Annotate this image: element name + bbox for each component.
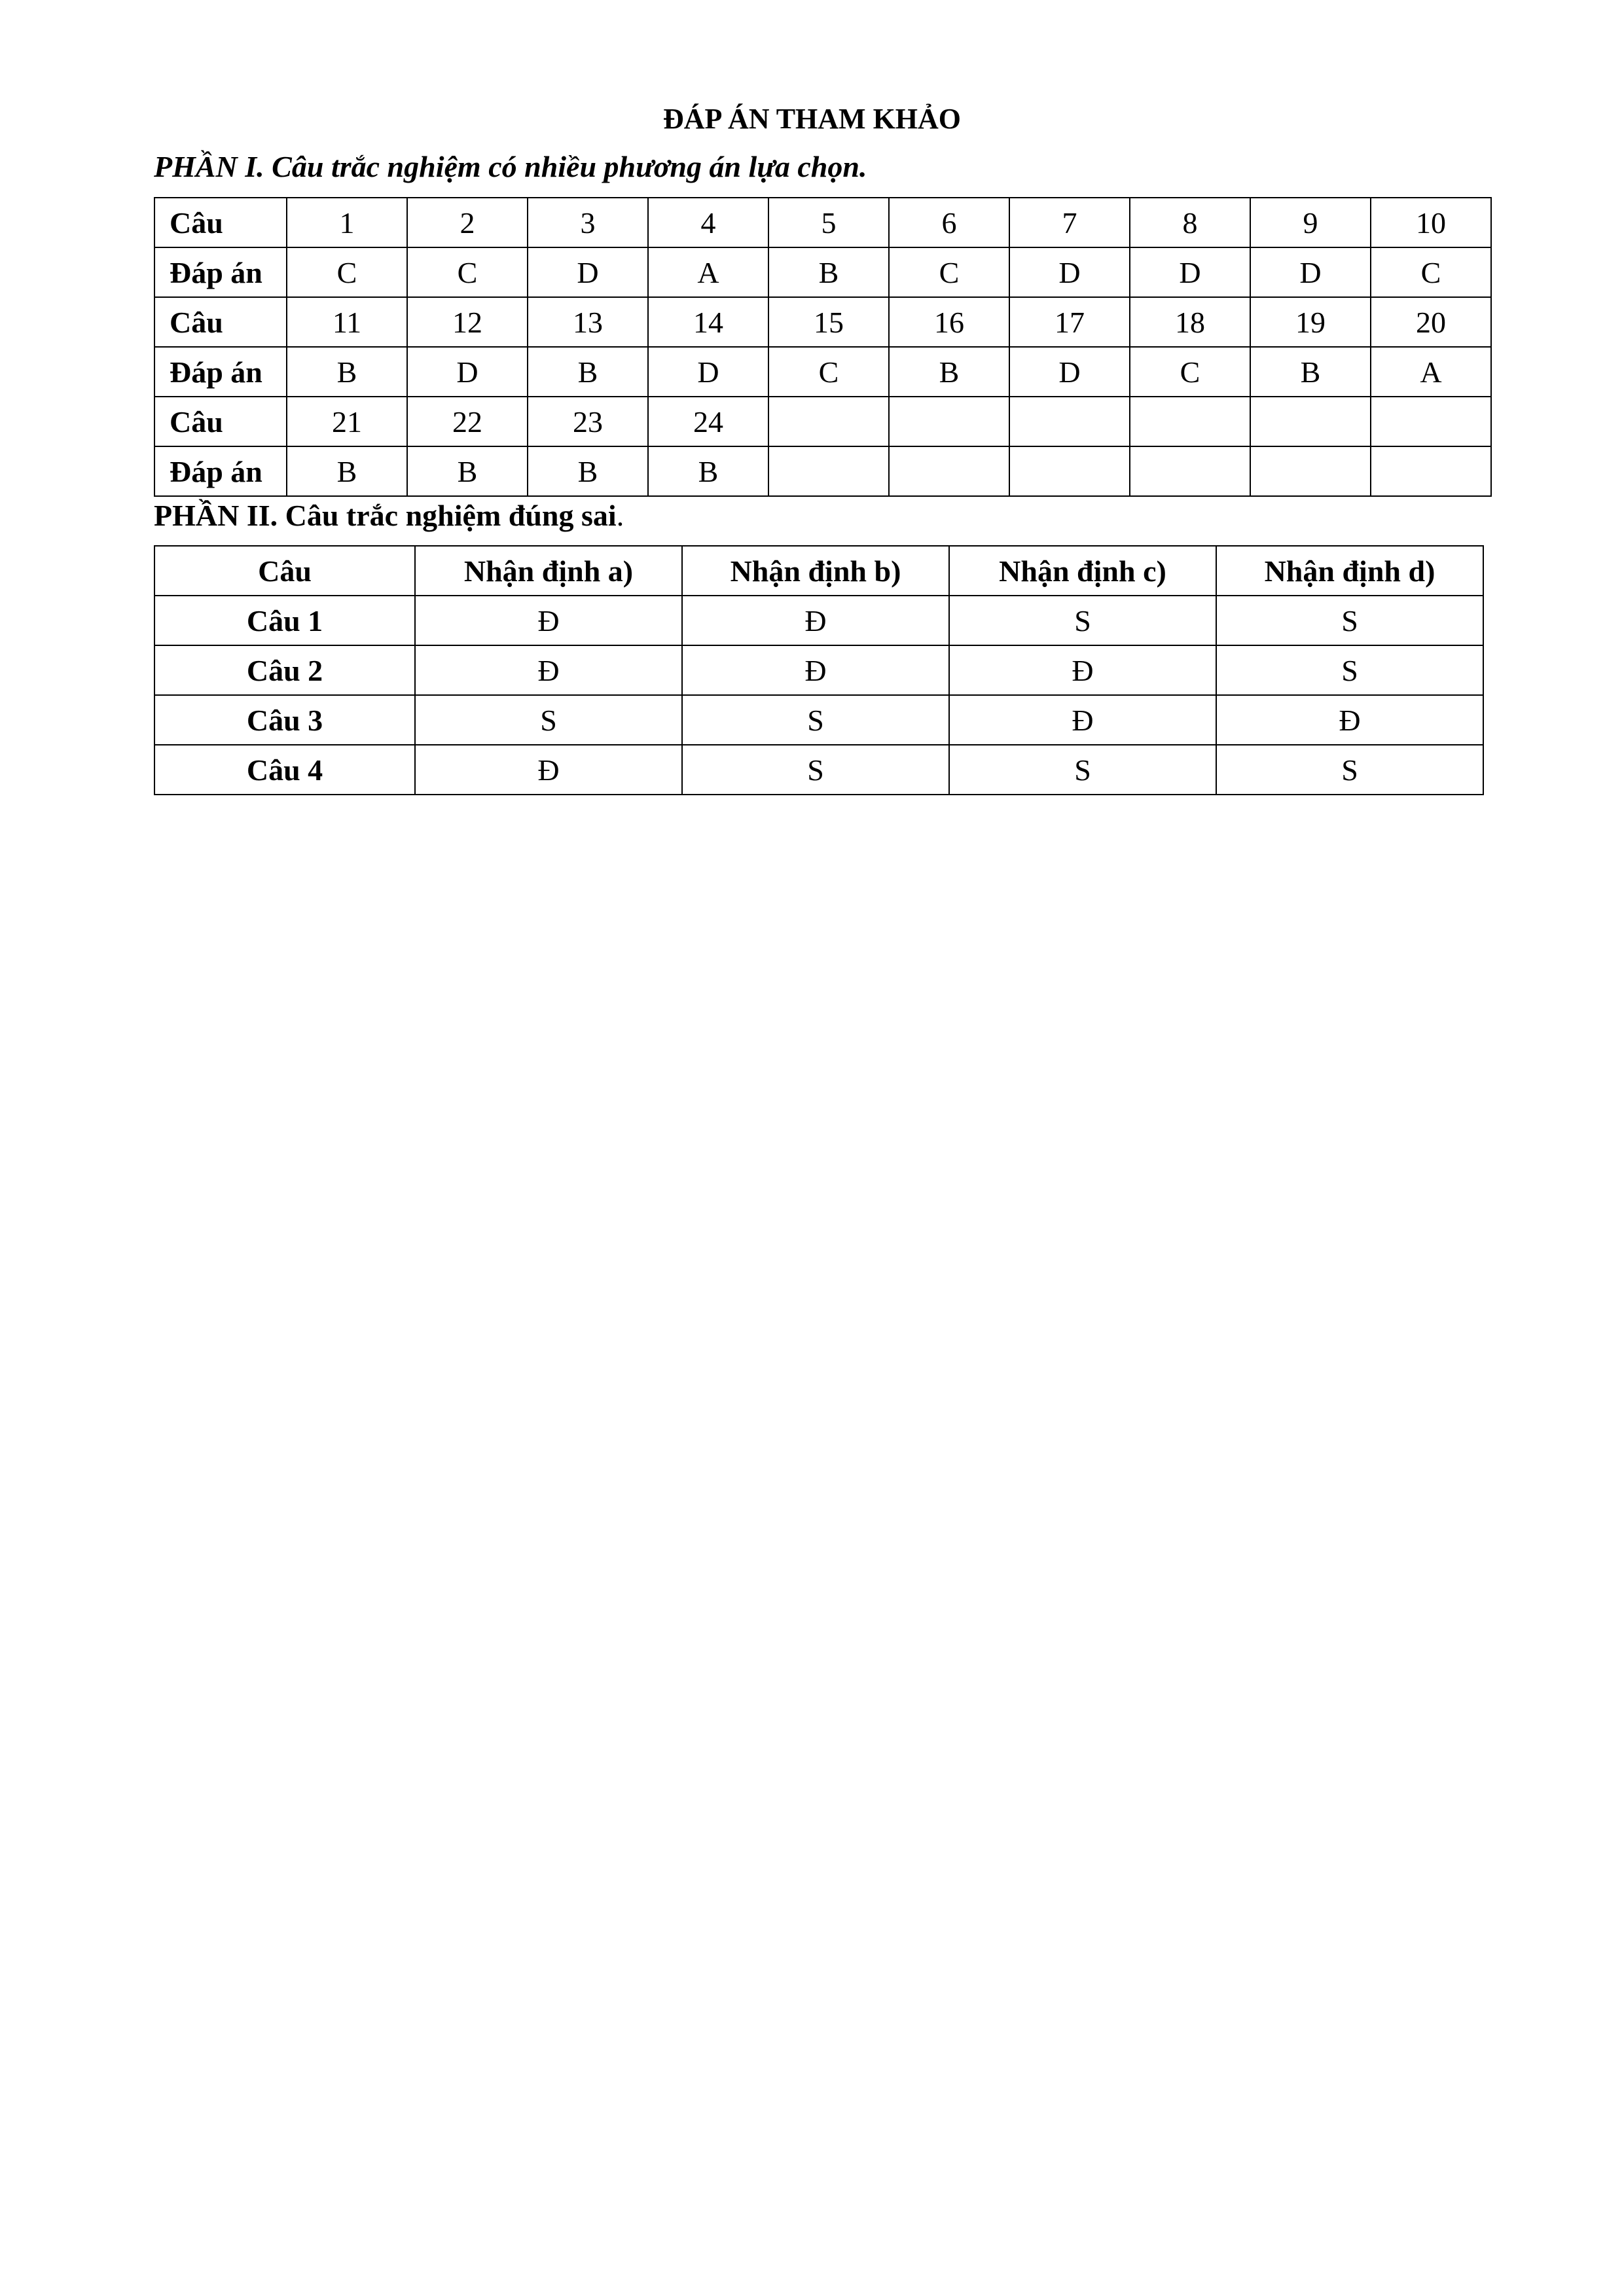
question-number-cell: 18 [1130,297,1250,347]
question-number-cell: 9 [1250,198,1371,247]
question-number-cell: 13 [528,297,648,347]
column-header: Nhận định c) [949,546,1216,596]
answer-cell [1371,446,1491,496]
column-header: Câu [154,546,415,596]
true-false-cell: Đ [1216,695,1483,745]
question-number-cell [1130,397,1250,446]
answer-cell: B [528,347,648,397]
true-false-cell: Đ [415,596,682,645]
answer-cell [768,446,889,496]
question-row-label: Câu [154,397,287,446]
answer-cell: B [768,247,889,297]
question-number-cell: 7 [1009,198,1130,247]
question-number-cell: 23 [528,397,648,446]
question-number-cell: 12 [407,297,528,347]
question-row-label: Câu [154,297,287,347]
question-row-label: Câu [154,198,287,247]
answer-cell: B [1250,347,1371,397]
answer-cell: B [528,446,648,496]
question-number-cell: 2 [407,198,528,247]
answer-cell: B [889,347,1009,397]
question-number-cell: 15 [768,297,889,347]
answer-cell: B [287,446,407,496]
question-number-cell: 10 [1371,198,1491,247]
table-row [154,596,1483,645]
question-label-cell: Câu 1 [154,596,415,645]
true-false-cell: S [682,745,949,795]
answer-row-label: Đáp án [154,347,287,397]
true-false-cell: S [1216,745,1483,795]
answer-cell: C [287,247,407,297]
true-false-cell: S [949,745,1216,795]
question-number-cell: 24 [648,397,768,446]
true-false-cell: S [1216,596,1483,645]
question-number-row [154,297,1491,347]
question-number-cell [768,397,889,446]
question-number-cell: 20 [1371,297,1491,347]
page-title: ĐÁP ÁN THAM KHẢO [662,103,962,135]
question-number-cell: 11 [287,297,407,347]
question-number-cell: 4 [648,198,768,247]
answer-row [154,446,1491,496]
question-number-cell: 3 [528,198,648,247]
true-false-cell: Đ [415,745,682,795]
question-label-cell: Câu 4 [154,745,415,795]
answer-cell: C [768,347,889,397]
answer-cell [889,446,1009,496]
answer-cell: D [1130,247,1250,297]
true-false-answer-table [154,545,1484,795]
header-row [154,546,1483,596]
answer-cell: D [407,347,528,397]
question-number-row [154,198,1491,247]
question-number-cell [1009,397,1130,446]
answer-row-label: Đáp án [154,446,287,496]
answer-cell: D [528,247,648,297]
answer-cell [1009,446,1130,496]
column-header: Nhận định a) [415,546,682,596]
question-number-cell: 14 [648,297,768,347]
question-number-cell: 1 [287,198,407,247]
part1-heading: PHẦN I. Câu trắc nghiệm có nhiều phương án lựa chọn. [154,150,867,183]
answer-cell: D [1009,247,1130,297]
answer-cell: C [889,247,1009,297]
question-label-cell: Câu 2 [154,645,415,695]
part2-heading-text: PHẦN II. Câu trắc nghiệm đúng sai [154,499,617,532]
answer-cell: A [648,247,768,297]
true-false-cell: Đ [682,645,949,695]
true-false-cell: S [415,695,682,745]
question-label-cell: Câu 3 [154,695,415,745]
true-false-cell: S [1216,645,1483,695]
question-number-cell [1371,397,1491,446]
answer-cell: C [407,247,528,297]
answer-cell: C [1130,347,1250,397]
question-number-cell: 19 [1250,297,1371,347]
answer-cell: D [648,347,768,397]
answer-cell: A [1371,347,1491,397]
question-number-cell: 17 [1009,297,1130,347]
answer-cell [1130,446,1250,496]
column-header: Nhận định d) [1216,546,1483,596]
true-false-cell: Đ [949,695,1216,745]
answer-cell: D [1009,347,1130,397]
column-header: Nhận định b) [682,546,949,596]
answer-cell: D [1250,247,1371,297]
table-row [154,695,1483,745]
question-number-cell: 21 [287,397,407,446]
answer-cell [1250,446,1371,496]
part2-heading [154,495,624,536]
answer-cell: B [648,446,768,496]
question-number-row [154,397,1491,446]
question-number-cell [889,397,1009,446]
answer-cell: C [1371,247,1491,297]
question-number-cell: 6 [889,198,1009,247]
question-number-cell: 22 [407,397,528,446]
question-number-cell: 8 [1130,198,1250,247]
question-number-cell: 16 [889,297,1009,347]
part2-heading-period: . [616,499,624,532]
true-false-cell: S [682,695,949,745]
true-false-cell: Đ [415,645,682,695]
multiple-choice-answer-table [154,197,1492,497]
question-number-cell [1250,397,1371,446]
answer-cell: B [407,446,528,496]
true-false-cell: Đ [682,596,949,645]
true-false-cell: S [949,596,1216,645]
table-row [154,745,1483,795]
table-row [154,645,1483,695]
question-number-cell: 5 [768,198,889,247]
true-false-cell: Đ [949,645,1216,695]
answer-row [154,247,1491,297]
answer-row [154,347,1491,397]
answer-cell: B [287,347,407,397]
answer-row-label: Đáp án [154,247,287,297]
